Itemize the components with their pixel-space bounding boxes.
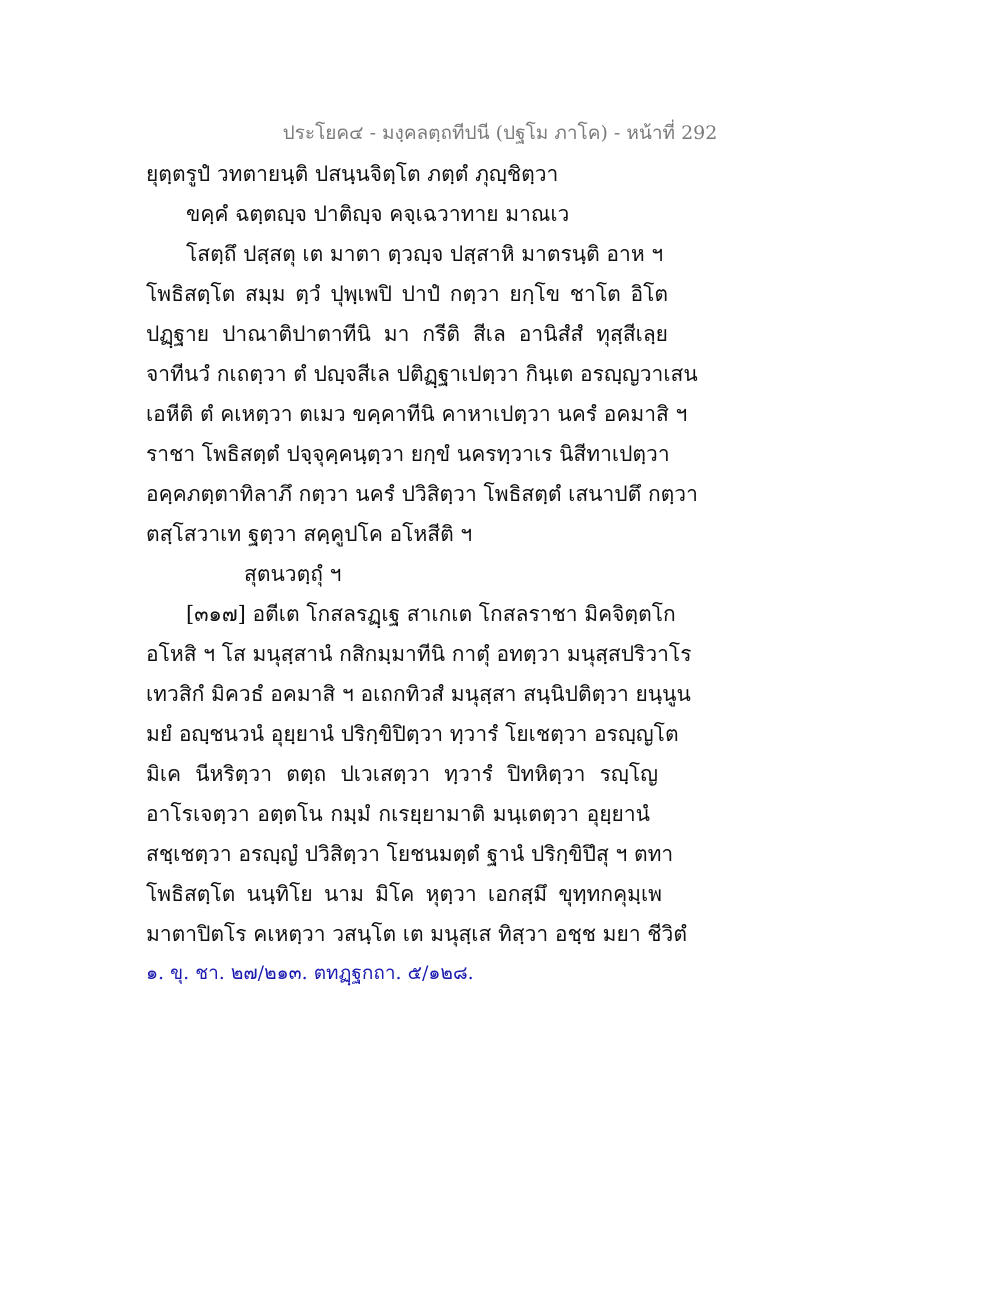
text-line: อโหสิ ฯ โส มนุสฺสานํ กสิกมฺมาทีนิ กาตุํ อทตฺวา มนุสฺสปริวาโร [146,642,692,666]
text-line: อาโรเจตฺวา อตฺตโน กมฺมํ กเรยฺยามาติ มนฺเตตฺวา อุยฺยานํ [146,802,650,826]
text-line: อคฺคภตฺตาทิลาภึ กตฺวา นครํ ปวิสิตฺวา โพธิสตฺตํ เสนาปตึ กตฺวา [146,482,698,506]
text-line: ยุตฺตรูปํ วทตายนฺติ ปสนฺนจิตฺโต ภตฺตํ ภุญฺชิตฺวา [146,162,559,186]
text-line: เอหีติ ตํ คเหตฺวา ตเมว ขคฺคาทีนิ คาหาเปตฺวา นครํ อคมาสิ ฯ [146,402,688,426]
running-header [0,118,1000,148]
text-line: มยํ อญฺชนวนํ อุยฺยานํ ปริกฺขิปิตฺวา ทฺวารํ โยเชตฺวา อรญฺญโต [146,722,679,746]
text-line: จาทีนวํ กเถตฺวา ตํ ปญฺจสีเล ปติฏฺฐาเปตฺวา กินฺเต อรญฺญวาเสน [146,362,698,386]
text-line: สชฺเชตฺวา อรญฺญํ ปวิสิตฺวา โยชนมตฺตํ ฐานํ ปริกฺขิปึสุ ฯ ตทา [146,842,674,866]
paragraph-start: [๓๑๗] อตีเต โกสลรฏฺเฐ สาเกเต โกสลราชา มิคจิตฺตโก [186,602,676,626]
footnote: ๑. ขุ. ชา. ๒๗/๒๑๓. ตทฏฺฐกถา. ๕/๑๒๘. [146,962,474,984]
text-line: โพธิสตฺโต สมฺม ตฺวํ ปุพฺเพปิ ปาปํ กตฺวา ยกฺโข ชาโต อิโต [146,282,668,306]
text-line: มิเค นีหริตฺวา ตตฺถ ปเวเสตฺวา ทฺวารํ ปิทหิตฺวา รญฺโญ [146,762,658,786]
page-number: 292 [681,122,718,144]
verse-line: โสตฺถึ ปสฺสตุ เต มาตา ตฺวญฺจ ปสฺสาหิ มาตรนฺติ อาห ฯ [186,242,664,266]
verse-line: ขคฺคํ ฉตฺตญฺจ ปาติญฺจ คจฺเฉวาทาย มาณเว [186,202,570,226]
section-title: สุตนวตฺถุํ ฯ [244,562,342,586]
text-line: ตสฺโสวาเท ฐตฺวา สคฺคูปโค อโหสีติ ฯ [146,522,473,546]
text-line: โพธิสตฺโต นนฺทิโย นาม มิโค หุตฺวา เอกสฺมึ ขุทฺทกคุมฺเพ [146,882,662,906]
text-line: ราชา โพธิสตฺตํ ปจฺจุคฺคนฺตฺวา ยกฺขํ นครทฺวาเร นิสีทาเปตฺวา [146,442,670,466]
text-line: ปฏฺฐาย ปาณาติปาตาทีนิ มา กรีติ สีเล อานิสํสํ ทุสฺสีเลฺย [146,322,668,346]
header-title: ประโยค๔ - มงฺคลตฺถทีปนี (ปฐโม ภาโค) - หน้าที่ [282,122,676,144]
text-line: มาตาปิตโร คเหตฺวา วสนฺโต เต มนุสฺเส ทิสฺวา อชฺช มยา ชีวิตํ [146,922,687,946]
text-line: เทวสิกํ มิควธํ อคมาสิ ฯ อเถกทิวสํ มนุสฺสา สนฺนิปติตฺวา ยนฺนูน [146,682,691,706]
